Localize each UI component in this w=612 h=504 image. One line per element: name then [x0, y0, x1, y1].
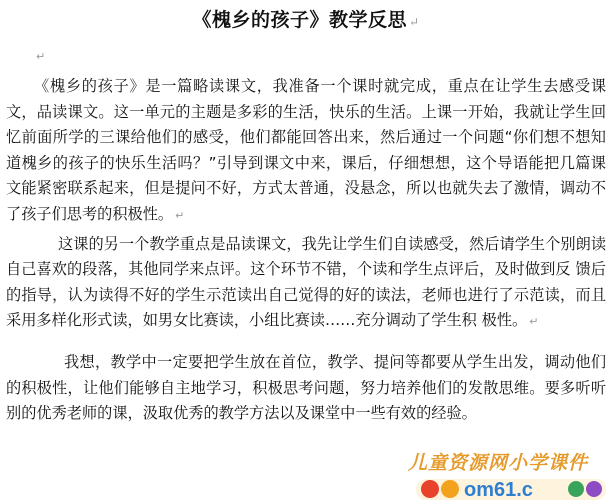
paragraph-mark-icon: ↵ — [36, 50, 46, 63]
watermark-logo-text: om61.c — [464, 479, 533, 501]
logo-circle-icon — [568, 481, 584, 497]
watermark-site-name: 儿童资源网小学课件 — [408, 452, 589, 474]
logo-circle-icon — [421, 480, 439, 498]
document-title — [0, 6, 612, 36]
logo-circle-icon — [586, 481, 602, 497]
paragraph-mark-icon: ↵ — [408, 15, 420, 29]
document-body — [6, 74, 606, 427]
logo-circle-icon — [441, 480, 459, 498]
paragraph-2-text: 这课的另一个教学重点是品读课文，我先让学生们自读感受，然后请学生个别朗读自己喜欢的段落，其他同学来点评。这个环节不错，个读和学生点评后，及时做到反 馈后的指导，认为读得不好的学生示范读出自己觉得的好的读法，老师也进行了示范读，而且采用多样化形式读，如男女比赛读，小组比赛读……充分调动了学生积 极性。 — [6, 234, 606, 330]
paragraph-3 — [6, 350, 606, 427]
paragraph-mark-icon: ↵ — [175, 208, 185, 222]
site-watermark — [408, 448, 612, 504]
paragraph-2 — [6, 232, 606, 335]
paragraph-3-text: 我想，教学中一定要把学生放在首位，教学、提问等都要从学生出发，调动他们的积极性，让他们能够自主地学习，积极思考问题，努力培养他们的发散思维。要多听听别的优秀老师的课，汲取优秀的教学方法以及课堂中一些有效的经验。 — [6, 352, 606, 423]
paragraph-1 — [6, 74, 606, 229]
watermark-logo — [416, 476, 606, 502]
paragraph-1-text: 《槐乡的孩子》是一篇略读课文，我准备一个课时就完成，重点在让学生去感受课文，品读课文。这一单元的主题是多彩的生活，快乐的生活。上课一开始，我就让学生回忆前面所学的三课给他们的感受，他们都能回答出来，然后通过一个问题“你们想不想知道槐乡的孩子的快乐生活吗？”引导到课文中来，课后，仔细想想，这个导语能把几篇课文能紧密联系起来，但是提问不好，方式太普通，没悬念，所以也就失去了激情，调动不了孩子们思考的积极性。 — [6, 77, 606, 223]
paragraph-mark-icon: ↵ — [529, 315, 539, 329]
title-text: 《槐乡的孩子》教学反思 — [192, 9, 407, 31]
